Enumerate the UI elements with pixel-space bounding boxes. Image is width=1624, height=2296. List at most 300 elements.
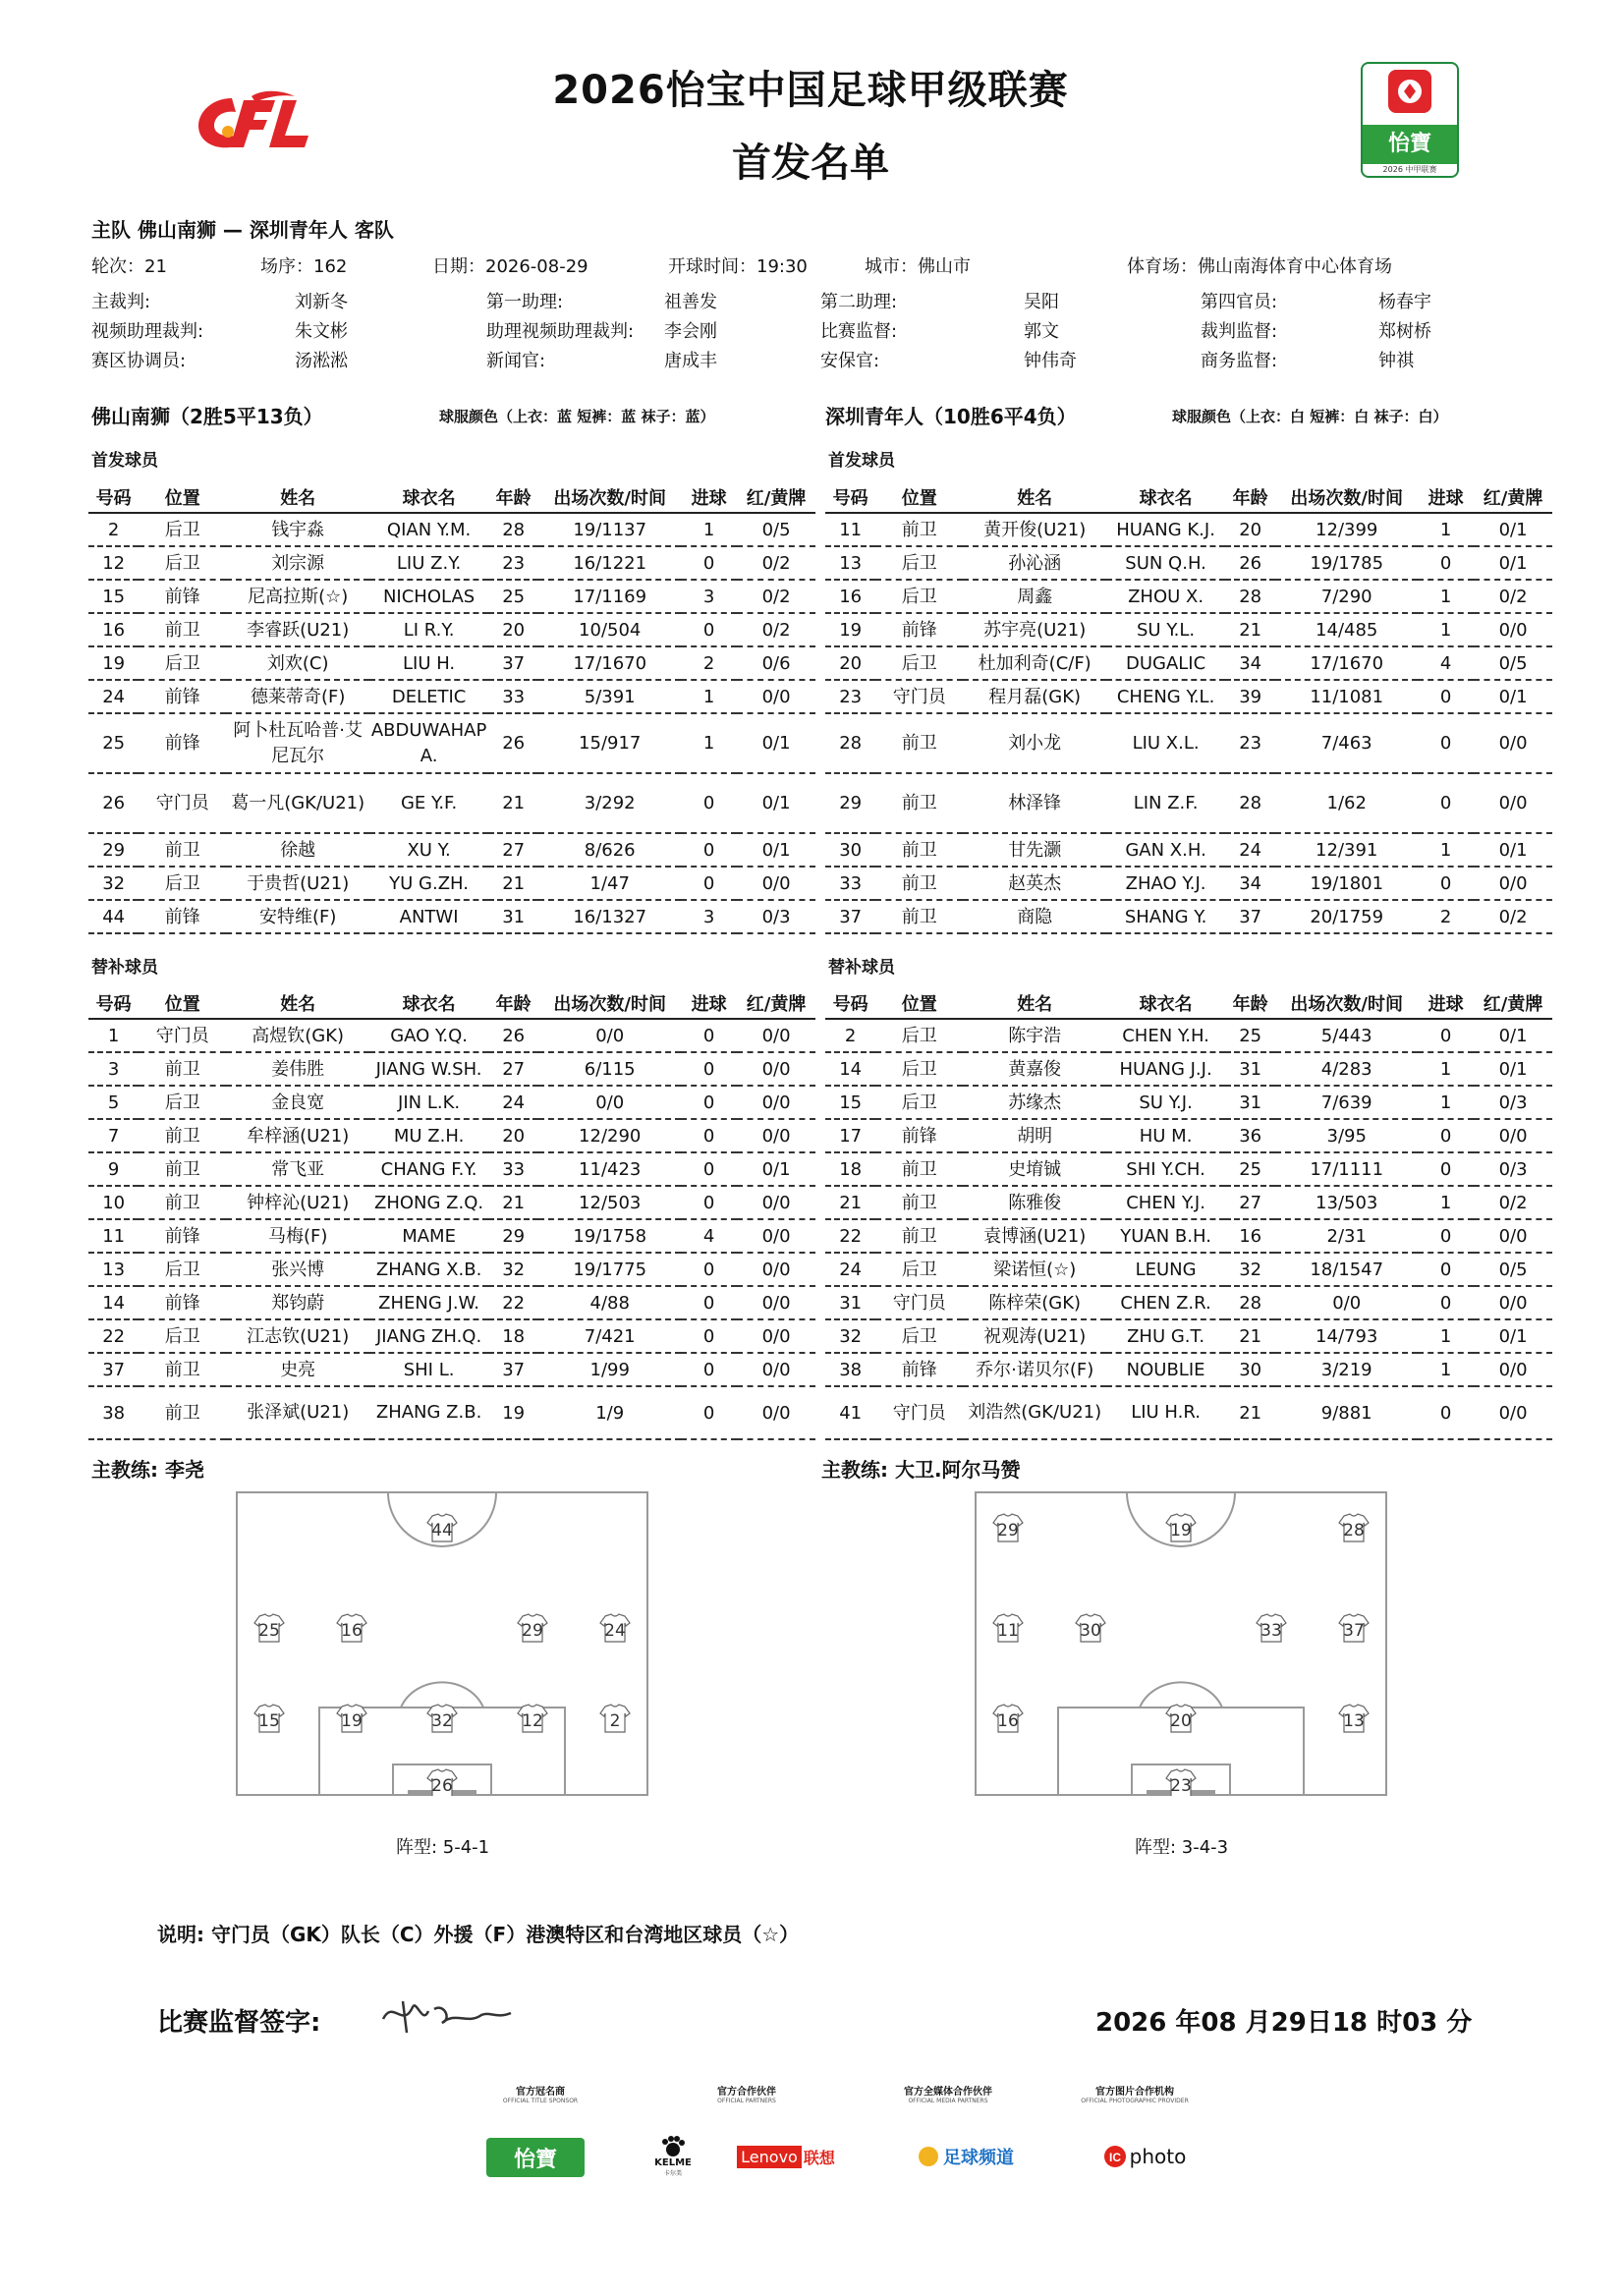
city: 城市：佛山市	[865, 256, 971, 277]
player-row	[88, 1319, 815, 1353]
player-row	[88, 1253, 815, 1286]
player-row	[88, 900, 815, 933]
player-jersey-icon	[427, 1705, 457, 1732]
player-cell: 14/485	[1275, 613, 1418, 646]
player-jersey-icon	[600, 1614, 630, 1642]
player-cell: 26	[1225, 546, 1275, 580]
player-cell: 黄嘉俊	[963, 1052, 1106, 1086]
player-cell: 林泽锋	[963, 773, 1106, 833]
player-cell: 程月磊(GK)	[963, 680, 1106, 713]
player-cell: 15	[88, 580, 139, 613]
player-cell: 4/88	[538, 1286, 681, 1319]
away-formation-pitch	[975, 1491, 1387, 1796]
column-header: 姓名	[226, 481, 369, 513]
player-cell: 0	[1418, 1386, 1474, 1439]
player-cell: QIAN Y.M.	[369, 513, 488, 546]
player-cell: 0	[681, 833, 737, 867]
player-cell: 后卫	[139, 513, 226, 546]
player-row	[825, 900, 1552, 933]
player-cell: 41	[825, 1386, 875, 1439]
home-coach: 主教练: 李尧	[91, 1458, 204, 1482]
official-label: 第二助理:	[820, 292, 898, 312]
player-cell: 1	[1418, 580, 1474, 613]
player-cell: 33	[488, 1152, 538, 1186]
player-cell: 刘浩然(GK/U21)	[963, 1386, 1106, 1439]
player-cell: 19/1137	[538, 513, 681, 546]
away-starters-table	[825, 481, 1552, 934]
player-row	[825, 1186, 1552, 1219]
player-cell: 0/0	[1474, 1286, 1552, 1319]
jersey-number: 32	[431, 1711, 453, 1731]
player-row	[88, 613, 815, 646]
official-name: 唐成丰	[664, 351, 717, 371]
player-cell: 尼高拉斯(☆)	[226, 580, 369, 613]
player-cell: 37	[488, 646, 538, 680]
player-cell: 0/0	[737, 1219, 815, 1253]
player-cell: 前锋	[139, 713, 226, 773]
player-cell: 32	[825, 1319, 875, 1353]
player-row	[825, 513, 1552, 546]
player-cell: 22	[488, 1286, 538, 1319]
player-cell: LI R.Y.	[369, 613, 488, 646]
player-cell: 19/1758	[538, 1219, 681, 1253]
lenovo-logo: Lenovo 联想	[732, 2132, 840, 2181]
player-jersey-icon	[1339, 1705, 1369, 1732]
player-cell: HUANG K.J.	[1106, 513, 1225, 546]
player-row	[825, 1119, 1552, 1152]
player-cell: 0	[1418, 680, 1474, 713]
player-cell: 17/1670	[538, 646, 681, 680]
player-cell: 杜加利奇(C/F)	[963, 646, 1106, 680]
player-cell: 23	[1225, 713, 1275, 773]
player-cell: SU Y.J.	[1106, 1086, 1225, 1119]
player-cell: 马梅(F)	[226, 1219, 369, 1253]
column-header: 球衣名	[1106, 481, 1225, 513]
player-cell: 0/0	[737, 1019, 815, 1052]
official-name: 钟伟奇	[1024, 351, 1077, 371]
player-cell: 17	[825, 1119, 875, 1152]
player-cell: 19/1801	[1275, 867, 1418, 900]
column-header: 出场次数/时间	[538, 987, 681, 1019]
player-cell: 14/793	[1275, 1319, 1418, 1353]
player-cell: 史亮	[226, 1353, 369, 1386]
player-cell: 0	[681, 1119, 737, 1152]
column-header: 红/黄牌	[737, 481, 815, 513]
player-cell: GAN X.H.	[1106, 833, 1225, 867]
player-cell: LIU H.	[369, 646, 488, 680]
player-cell: 阿卜杜瓦哈普·艾尼瓦尔	[226, 713, 369, 773]
player-cell: 陈宇浩	[963, 1019, 1106, 1052]
player-cell: XU Y.	[369, 833, 488, 867]
player-cell: 32	[1225, 1253, 1275, 1286]
player-cell: 黄开俊(U21)	[963, 513, 1106, 546]
official-label: 安保官:	[820, 351, 880, 371]
player-cell: 后卫	[875, 1052, 963, 1086]
player-cell: 32	[88, 867, 139, 900]
player-cell: 0/0	[1474, 1219, 1552, 1253]
player-cell: 1	[1418, 513, 1474, 546]
column-header: 进球	[681, 987, 737, 1019]
home-kit-colors: 球服颜色（上衣：蓝 短裤：蓝 袜子：蓝）	[439, 408, 715, 425]
player-cell: ANTWI	[369, 900, 488, 933]
player-cell: 徐越	[226, 833, 369, 867]
player-row	[825, 833, 1552, 867]
player-cell: 前卫	[875, 1152, 963, 1186]
player-cell: 0/1	[737, 1152, 815, 1186]
player-cell: GE Y.F.	[369, 773, 488, 833]
player-row	[88, 1086, 815, 1119]
player-cell: 17/1169	[538, 580, 681, 613]
yibao-sponsor-logo: 怡寶	[486, 2138, 585, 2177]
player-cell: LIU H.R.	[1106, 1386, 1225, 1439]
player-jersey-icon	[1166, 1769, 1196, 1796]
player-cell: 钟梓沁(U21)	[226, 1186, 369, 1219]
player-row	[88, 580, 815, 613]
player-cell: 0/3	[1474, 1086, 1552, 1119]
player-cell: 0	[681, 1319, 737, 1353]
player-cell: 0	[681, 1019, 737, 1052]
player-cell: NICHOLAS	[369, 580, 488, 613]
player-cell: ZHONG Z.Q.	[369, 1186, 488, 1219]
player-cell: 5/391	[538, 680, 681, 713]
player-cell: 20	[488, 1119, 538, 1152]
jersey-number: 16	[997, 1711, 1019, 1731]
player-cell: 前卫	[139, 613, 226, 646]
player-cell: 7/421	[538, 1319, 681, 1353]
player-cell: 0/3	[737, 900, 815, 933]
player-cell: 0	[1418, 713, 1474, 773]
player-jersey-icon	[993, 1614, 1023, 1642]
player-cell: 0/1	[737, 833, 815, 867]
player-cell: 3	[681, 580, 737, 613]
official-name: 朱文彬	[295, 321, 348, 342]
player-cell: SUN Q.H.	[1106, 546, 1225, 580]
player-cell: 5	[88, 1086, 139, 1119]
jersey-number: 24	[604, 1621, 626, 1641]
player-row	[825, 1219, 1552, 1253]
home-starters-label: 首发球员	[91, 451, 158, 471]
signature-label: 比赛监督签字:	[157, 2008, 321, 2038]
player-cell: JIANG ZH.Q.	[369, 1319, 488, 1353]
column-header: 位置	[139, 987, 226, 1019]
player-jersey-icon	[1166, 1705, 1196, 1732]
jersey-number: 37	[1343, 1621, 1365, 1641]
home-starters-table	[88, 481, 815, 934]
player-jersey-icon	[337, 1705, 366, 1732]
player-cell: 前锋	[139, 1286, 226, 1319]
player-cell: 周鑫	[963, 580, 1106, 613]
player-cell: 前卫	[139, 1386, 226, 1439]
player-cell: 1	[1418, 1319, 1474, 1353]
player-row	[825, 1086, 1552, 1119]
official-name: 郑树桥	[1378, 321, 1431, 342]
player-cell: 12/399	[1275, 513, 1418, 546]
player-cell: LIU X.L.	[1106, 713, 1225, 773]
player-cell: 0/0	[737, 1253, 815, 1286]
column-header: 红/黄牌	[737, 987, 815, 1019]
player-cell: 25	[1225, 1019, 1275, 1052]
player-cell: 16/1327	[538, 900, 681, 933]
player-row	[88, 833, 815, 867]
player-cell: 0/5	[737, 513, 815, 546]
player-cell: 7/290	[1275, 580, 1418, 613]
player-row	[88, 713, 815, 773]
player-cell: LIN Z.F.	[1106, 773, 1225, 833]
player-cell: 1	[1418, 1186, 1474, 1219]
player-cell: 前锋	[875, 1353, 963, 1386]
player-cell: 28	[488, 513, 538, 546]
player-cell: 11/423	[538, 1152, 681, 1186]
player-row	[88, 1052, 815, 1086]
player-cell: 后卫	[139, 646, 226, 680]
away-subs-label: 替补球员	[828, 958, 895, 978]
column-header: 位置	[139, 481, 226, 513]
player-cell: 安特维(F)	[226, 900, 369, 933]
player-cell: 后卫	[139, 1086, 226, 1119]
player-cell: 1/9	[538, 1386, 681, 1439]
player-row	[825, 1353, 1552, 1386]
player-cell: 18	[825, 1152, 875, 1186]
player-cell: 郑钧蔚	[226, 1286, 369, 1319]
player-cell: 陈雅俊	[963, 1186, 1106, 1219]
player-cell: 10/504	[538, 613, 681, 646]
player-cell: 前卫	[139, 1186, 226, 1219]
player-cell: 0/0	[737, 867, 815, 900]
jersey-number: 16	[341, 1621, 363, 1641]
player-cell: 葛一凡(GK/U21)	[226, 773, 369, 833]
player-cell: 3/292	[538, 773, 681, 833]
player-cell: 0/2	[1474, 1186, 1552, 1219]
official-name: 钟祺	[1378, 351, 1414, 371]
player-cell: 0/0	[1474, 1119, 1552, 1152]
page-title: 2026怡宝中国足球甲级联赛	[552, 68, 1069, 113]
player-cell: 守门员	[139, 1019, 226, 1052]
away-formation: 阵型: 3-4-3	[1135, 1837, 1229, 1858]
player-cell: 苏缘杰	[963, 1086, 1106, 1119]
player-cell: 1/47	[538, 867, 681, 900]
official-name: 杨春宇	[1378, 292, 1431, 312]
official-label: 第四官员:	[1201, 292, 1278, 312]
away-coach: 主教练: 大卫.阿尔马赞	[821, 1458, 1021, 1482]
player-cell: 13/503	[1275, 1186, 1418, 1219]
player-cell: 孙沁涵	[963, 546, 1106, 580]
player-cell: 14	[825, 1052, 875, 1086]
svg-text:IC: IC	[1108, 2151, 1121, 2164]
player-cell: 张兴博	[226, 1253, 369, 1286]
player-cell: 0/0	[1474, 713, 1552, 773]
player-cell: 3	[681, 900, 737, 933]
official-name: 郭文	[1024, 321, 1059, 342]
column-header: 年龄	[488, 481, 538, 513]
player-cell: 19/1775	[538, 1253, 681, 1286]
player-cell: MU Z.H.	[369, 1119, 488, 1152]
column-header: 年龄	[1225, 481, 1275, 513]
player-cell: 前卫	[139, 833, 226, 867]
player-cell: ZHANG Z.B.	[369, 1386, 488, 1439]
player-cell: 0/0	[538, 1019, 681, 1052]
player-cell: 后卫	[875, 1019, 963, 1052]
player-row	[88, 1186, 815, 1219]
player-cell: 前锋	[139, 1219, 226, 1253]
match-line: 主队 佛山南狮 — 深圳青年人 客队	[91, 218, 394, 242]
player-cell: 20	[488, 613, 538, 646]
sponsor-title-4: 官方图片合作机构 OFFICIAL PHOTOGRAPHIC PROVIDER	[1081, 2087, 1189, 2104]
player-cell: 25	[88, 713, 139, 773]
player-cell: 19	[825, 613, 875, 646]
player-cell: 21	[825, 1186, 875, 1219]
player-cell: 21	[488, 773, 538, 833]
player-cell: 0/0	[737, 1119, 815, 1152]
player-cell: 0	[681, 1286, 737, 1319]
player-cell: 0/0	[1474, 867, 1552, 900]
player-cell: 0	[681, 867, 737, 900]
player-cell: ZHAO Y.J.	[1106, 867, 1225, 900]
player-jersey-icon	[1166, 1514, 1196, 1541]
player-cell: 37	[825, 900, 875, 933]
column-header: 号码	[88, 987, 139, 1019]
player-cell: 44	[88, 900, 139, 933]
column-header: 位置	[875, 987, 963, 1019]
player-cell: 刘欢(C)	[226, 646, 369, 680]
jersey-number: 29	[997, 1521, 1019, 1540]
official-label: 视频助理裁判:	[91, 321, 204, 342]
player-cell: SHI Y.CH.	[1106, 1152, 1225, 1186]
player-row	[88, 1019, 815, 1052]
column-header: 红/黄牌	[1474, 987, 1552, 1019]
player-cell: JIANG W.SH.	[369, 1052, 488, 1086]
sponsor-title-1: 官方冠名商 OFFICIAL TITLE SPONSOR	[502, 2087, 579, 2104]
away-kit-colors: 球服颜色（上衣：白 短裤：白 袜子：白）	[1172, 408, 1448, 425]
player-row	[825, 1019, 1552, 1052]
player-cell: ZHANG X.B.	[369, 1253, 488, 1286]
away-starters-label: 首发球员	[828, 451, 895, 471]
player-cell: CHANG F.Y.	[369, 1152, 488, 1186]
player-cell: 18	[488, 1319, 538, 1353]
player-cell: 0	[681, 1186, 737, 1219]
player-cell: 0/0	[737, 1386, 815, 1439]
player-cell: 0/1	[1474, 680, 1552, 713]
home-formation: 阵型: 5-4-1	[396, 1837, 490, 1858]
player-cell: 4/283	[1275, 1052, 1418, 1086]
player-cell: 13	[88, 1253, 139, 1286]
player-cell: 26	[488, 713, 538, 773]
player-cell: 0/1	[1474, 1052, 1552, 1086]
player-cell: 39	[1225, 680, 1275, 713]
player-cell: 前卫	[875, 900, 963, 933]
yibao-logo	[1361, 62, 1459, 178]
player-cell: 0/2	[1474, 900, 1552, 933]
column-header: 出场次数/时间	[1275, 481, 1418, 513]
official-label: 第一助理:	[486, 292, 564, 312]
player-cell: 后卫	[139, 546, 226, 580]
match-number: 场序：162	[260, 256, 348, 277]
player-cell: 0	[681, 773, 737, 833]
player-cell: 0	[681, 546, 737, 580]
column-header: 年龄	[488, 987, 538, 1019]
player-cell: 28	[1225, 1286, 1275, 1319]
player-row	[825, 546, 1552, 580]
ic-photo-logo: IC photo	[1095, 2132, 1194, 2181]
official-name: 汤淞淞	[295, 351, 348, 371]
jersey-number: 13	[1343, 1711, 1365, 1731]
player-cell: JIN L.K.	[369, 1086, 488, 1119]
player-cell: SHI L.	[369, 1353, 488, 1386]
player-cell: 0/1	[737, 773, 815, 833]
player-cell: 0	[1418, 1152, 1474, 1186]
player-cell: 17/1111	[1275, 1152, 1418, 1186]
player-jersey-icon	[600, 1705, 630, 1732]
player-row	[88, 1219, 815, 1253]
stadium: 体育场：佛山南海体育中心体育场	[1127, 256, 1392, 277]
player-cell: 0/1	[1474, 833, 1552, 867]
column-header: 进球	[681, 481, 737, 513]
player-cell: 25	[1225, 1152, 1275, 1186]
player-cell: 后卫	[875, 646, 963, 680]
player-cell: 史堉铖	[963, 1152, 1106, 1186]
player-cell: 0/0	[1275, 1286, 1418, 1319]
round: 轮次：21	[91, 256, 167, 277]
player-cell: 商隐	[963, 900, 1106, 933]
player-cell: DUGALIC	[1106, 646, 1225, 680]
player-jersey-icon	[1339, 1514, 1369, 1541]
official-label: 商务监督:	[1201, 351, 1278, 371]
player-cell: 刘小龙	[963, 713, 1106, 773]
player-cell: 12/503	[538, 1186, 681, 1219]
player-cell: CHEN Y.H.	[1106, 1019, 1225, 1052]
player-cell: 3	[88, 1052, 139, 1086]
player-cell: SU Y.L.	[1106, 613, 1225, 646]
player-cell: HU M.	[1106, 1119, 1225, 1152]
player-cell: 后卫	[139, 1253, 226, 1286]
player-cell: 前卫	[139, 1052, 226, 1086]
jersey-number: 19	[1170, 1521, 1192, 1540]
column-header: 号码	[825, 481, 875, 513]
jersey-number: 33	[1260, 1621, 1282, 1641]
player-row	[825, 867, 1552, 900]
player-cell: 16	[88, 613, 139, 646]
home-formation-pitch	[236, 1491, 648, 1796]
yibao-band-text: 怡寶	[1363, 125, 1457, 164]
official-label: 主裁判:	[91, 292, 151, 312]
player-cell: 37	[1225, 900, 1275, 933]
player-cell: 21	[1225, 613, 1275, 646]
sponsor-title-3: 官方全媒体合作伙伴 OFFICIAL MEDIA PARTNERS	[904, 2087, 992, 2104]
column-header: 号码	[825, 987, 875, 1019]
sponsor-title-2: 官方合作伙伴 OFFICIAL PARTNERS	[717, 2087, 776, 2104]
player-cell: 1	[88, 1019, 139, 1052]
player-cell: 20/1759	[1275, 900, 1418, 933]
player-cell: LEUNG	[1106, 1253, 1225, 1286]
player-jersey-icon	[254, 1705, 284, 1732]
player-cell: 0/0	[737, 1319, 815, 1353]
jersey-number: 29	[522, 1621, 543, 1641]
player-cell: 17/1670	[1275, 646, 1418, 680]
jersey-number: 30	[1080, 1621, 1101, 1641]
official-label: 助理视频助理裁判:	[486, 321, 635, 342]
player-jersey-icon	[1257, 1614, 1286, 1642]
player-cell: 0	[1418, 773, 1474, 833]
football-channel-logo: 足球频道	[912, 2132, 1020, 2181]
jersey-number: 20	[1170, 1711, 1192, 1731]
column-header: 姓名	[226, 987, 369, 1019]
player-jersey-icon	[337, 1614, 366, 1642]
home-subs-table	[88, 987, 815, 1440]
player-row	[88, 680, 815, 713]
player-cell: 0/0	[1474, 1353, 1552, 1386]
player-cell: 德莱蒂奇(F)	[226, 680, 369, 713]
player-cell: 16	[1225, 1219, 1275, 1253]
player-cell: 0	[681, 1386, 737, 1439]
